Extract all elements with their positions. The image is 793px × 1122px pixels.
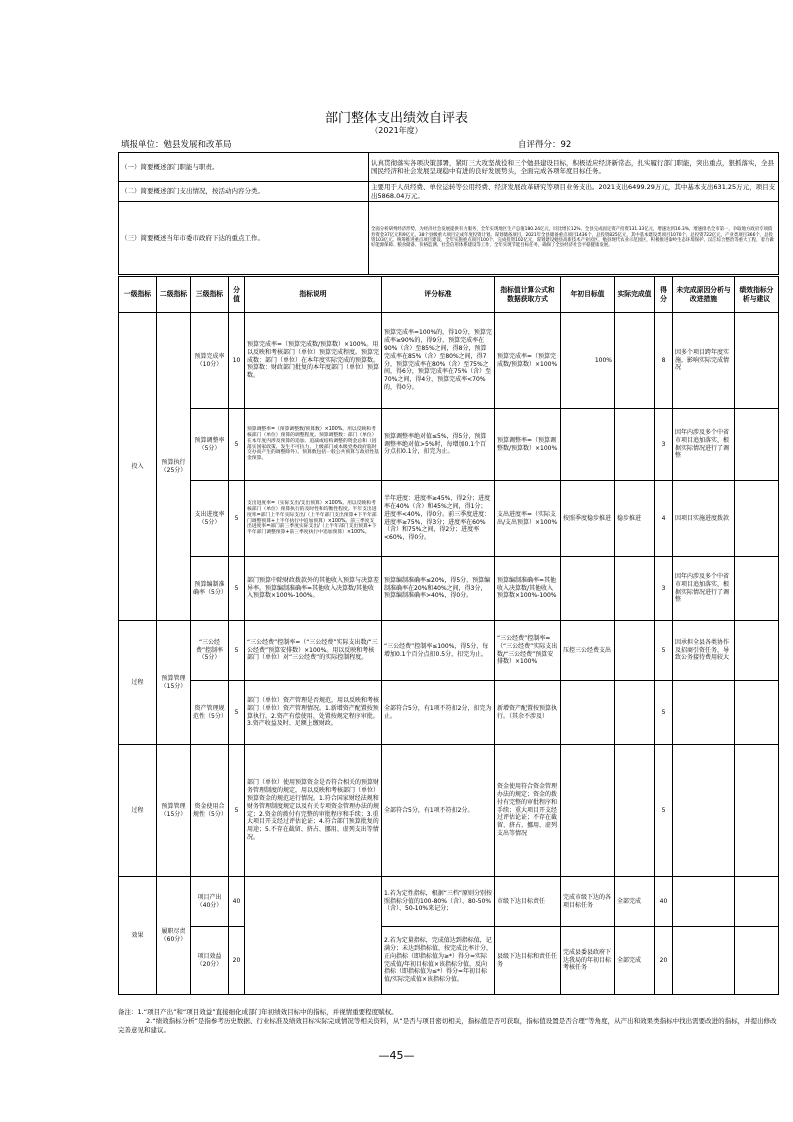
reason-cell: 因年内涉及多个中省市项目追加落实，根据实际情况进行了调整 [673, 557, 735, 621]
desc-cell: 支出进度率=（实际支出/支出预算）×100%。用以反映和考核部门（单位）预算执行的及时性和均衡性程度。半年支出进度率=部门上半年实际支出/（上半年部门支出预算+下半年部门调整预算+上半年执行中追加预算）×100%。前三季度支出进度率=部门前三季度实际支出/（上半年部门支出预算+下半年部门调整预算+前三季度执行中追加预算）×100%。 [245, 481, 382, 557]
table-row [119, 621, 779, 681]
footnote: 备注：1.“项目产出”和“项目效益”直接细化成部门年初绩效目标中的指标，并视情重要程度赋权。 [118, 1008, 398, 1016]
score-cell: 3 [655, 409, 673, 481]
overview-row [119, 202, 779, 275]
formula-cell: 资金使用符合资金管理办法的规定；资金的拨付有完整的审批程序和手续；重大项目开支经过评估论证；不存在截留、挤占、挪用、虚列支出等情况 [495, 745, 561, 877]
weight-cell: 5 [229, 481, 245, 557]
target-cell: 完成县委县政府下达我局的年初目标考核任务 [561, 927, 615, 995]
overview-table [118, 152, 779, 275]
actual-cell [615, 409, 655, 481]
formula-cell: 支出进度率=（实际支出/支出预算）×100% [495, 481, 561, 557]
formula-cell: “三公经费”控制率=（“三公经费”实际支出数/“三公经费”预算安排数）×100% [495, 621, 561, 681]
standard-cell: 全部符合5分，有1项不符扣2分，扣完为止。 [382, 681, 495, 745]
weight-cell: 5 [229, 409, 245, 481]
weight-cell: 40 [229, 877, 245, 927]
level1-cell: 投入 [119, 313, 157, 621]
footnotes [118, 1008, 778, 1034]
desc-cell: 部门（单位）使用预算资金是否符合相关的预算财务管理制度的规定，用以反映和考核部门（单位）预算资金的规范运行情况。1.符合国家财经法规和财务管理制度规定以及有关专项资金管理办法的规定；2.资金的拨付有完整的审批程序和手续；3.重大项目开支经过评估论证；4.符合部门预算批复的用途；5.不存在截留、挤占、挪用、虚列支出等情况。 [245, 745, 382, 877]
actual-cell: 全部完成 [615, 877, 655, 927]
weight-cell: 5 [229, 557, 245, 621]
overview-content: 全面分析研判经济形势，为经济社会发展提供有力服务，全年实现地区生产总值180.24亿元，同比增长12%，全县完成固定资产投资131.33亿元，增速达到16.3%，增速排名全市第一，争取地方政府专项债券资金37亿元和9亿元，38个县级重大项目完成年度投资计划。谋划储备项目，2021年全县储备重点项目1436个，总投资825亿元，其中基本建设类项目1070个，总投资722亿元，产业类项目366个，总投资103亿元。统筹推进重点项目建设，全年实施重点项目100个，完成投资102亿元，谋划建设勉县高新技术产业园区、勉县现代农业示范园区，积极推进秦岭生态环境保护、汉江综合整治等重大工程，着力做好能源保障、粮食储备、价格监测、社会信用体系建设等工作，全年实现节能目标任务，确保了全县经济社会平稳健康发展。 [369, 202, 779, 275]
score-cell: 3 [655, 557, 673, 621]
header-cell: 年初目标值 [561, 277, 615, 313]
actual-cell [615, 621, 655, 681]
formula-cell: 县级下达目标和责任任务 [495, 927, 561, 995]
level3-cell: 资金使用合规性（5分） [191, 745, 229, 877]
level2-cell: 履职尽责（60分） [157, 877, 191, 995]
formula-cell: 预算编制准确率=其他收入决算数/其他收入预算数×100%-100% [495, 557, 561, 621]
level3-cell: 资产管理规范性（5分） [191, 681, 229, 745]
standard-cell: 1.若为定性指标，根据“三档”原则分别按照指标分值的100-80%（含）、80-50%（含）、50-10%来记分； [382, 877, 495, 927]
page-number: —45— [378, 1049, 415, 1062]
score-cell: 40 [655, 877, 673, 927]
reporting-unit: 填报单位：勉县发展和改革局 [121, 140, 232, 150]
level3-cell: 项目效益（20分） [191, 927, 229, 995]
weight-cell: 10 [229, 313, 245, 409]
reason-cell: 因承担全县各类协作及招商引资任务，导致公务接待费用较大 [673, 621, 735, 681]
page-title: 部门整体支出绩效自评表 [324, 111, 468, 126]
reason-cell: 因多个项目跨年度实施，影响实际完成情况 [673, 313, 735, 409]
reason-cell [673, 927, 735, 995]
overview-row [119, 182, 779, 202]
header-cell: 指标说明 [245, 277, 382, 313]
reason-cell: 因年内涉及多个中省市项目追加落实，根据实际情况进行了调整 [673, 409, 735, 481]
header-cell: 评分标准 [382, 277, 495, 313]
overview-label: （三）简要概述当年市委市政府下达的重点工作。 [119, 202, 369, 275]
desc-cell: 部门（单位）资产管理是否规范，用以反映和考核部门（单位）资产管理情况。1.新增资产配置按预算执行。2.资产有偿使用、处置按规定程序审批。3.资产收益及时、足额上缴财政。 [245, 681, 382, 745]
desc-cell: 部门预算中除财政拨款外的其他收入预算与决算差异率。预算编制准确率=其他收入决算数/其他收入预算数×100%-100%。 [245, 557, 382, 621]
weight-cell: 5 [229, 621, 245, 681]
score-cell: 20 [655, 927, 673, 995]
table-row [119, 481, 779, 557]
weight-cell: 5 [229, 681, 245, 745]
desc-cell: 预算完成率=（预算完成数/预算数）×100%。用以反映和考核部门（单位）预算完成程度。预算完成数：部门（单位）在本年度实际完成的预算数。预算数：财政部门批复的本年度部门（单位）预算数。 [245, 313, 382, 409]
overview-label: （一）简要概述部门职能与职责。 [119, 153, 369, 182]
reason-cell [673, 877, 735, 927]
desc-cell: 预算调整率=（预算调整数/预算数）×100%。用以反映和考核部门（单位）预算的调整程度。预算调整数：部门（单位）在本年度内涉及预算的追加、追减或结构调整的资金总和（因落实国家政策、发生不可抗力、上级部门或本级党委政府临时交办而产生的调整除外）。预算数包括一般公共预算与政府性基金预算。 [245, 409, 382, 481]
desc-cell: “三公经费”控制率=（“三公经费”实际支出数/“三公经费”预算安排数）×100%。用以反映和考核部门（单位）对“三公经费”的实际控制程度。 [245, 621, 382, 681]
suggest-cell [735, 877, 779, 927]
target-cell: 完成市级下达的各项目标任务 [561, 877, 615, 927]
suggest-cell [735, 313, 779, 409]
desc-cell [245, 877, 382, 995]
suggest-cell [735, 557, 779, 621]
target-cell: 按照季度稳步推进 [561, 481, 615, 557]
level1-cell: 过程 [119, 621, 157, 745]
header-cell: 得分 [655, 277, 673, 313]
standard-cell: 半年进度：进度率≥45%，得2分；进度率在40%（含）和45%之间，得1分；进度率<40%，得0分。前三季度进度：进度率≥75%，得3分；进度率在60%（含）和75%之间，得2分；进度率<60%，得0分。 [382, 481, 495, 557]
overview-row [119, 153, 779, 182]
target-cell: 压控三公经费支出 [561, 621, 615, 681]
overview-content: 主要用于人员经费、单位运转等公用经费、经济发展改革研究等项目业务支出。2021支出6499.29万元，其中基本支出631.25万元，项目支出5868.04万元。 [369, 182, 779, 202]
standard-cell: 全部符合5分，有1项不符扣2分。 [382, 745, 495, 877]
level1-cell: 过程 [119, 745, 157, 877]
indicator-table [118, 276, 779, 995]
actual-cell [615, 557, 655, 621]
reason-cell [673, 681, 735, 745]
table-row [119, 557, 779, 621]
level3-cell: 支出进度率（5分） [191, 481, 229, 557]
actual-cell [615, 313, 655, 409]
header-cell: 未完成原因分析与改进措施 [673, 277, 735, 313]
level3-cell: 预算编制准确率（5分） [191, 557, 229, 621]
target-cell [561, 409, 615, 481]
header-cell: 三级指标 [191, 277, 229, 313]
formula-cell: 预算完成率=（预算完成数/预算数）×100% [495, 313, 561, 409]
actual-cell: 全部完成 [615, 927, 655, 995]
suggest-cell [735, 681, 779, 745]
table-row [119, 409, 779, 481]
score-cell: 8 [655, 313, 673, 409]
table-row [119, 877, 779, 927]
footnote: 2.“绩效指标分析”是指参考历史数据、行业标准及绩效目标实际完成情况等相关资料，从“是否与项目密切相关，指标值是否可获取，指标值设置是否合理”等角度，从产出和效果类指标中找出需要改进的指标，并提出修改完善意见和建议。 [118, 1016, 777, 1034]
reason-cell [673, 745, 735, 877]
formula-cell: 预算调整率=（预算调整数/预算数）×100% [495, 409, 561, 481]
actual-cell [615, 681, 655, 745]
suggest-cell [735, 481, 779, 557]
level2-cell: 预算管理（15分） [157, 745, 191, 877]
level3-cell: 预算调整率（5分） [191, 409, 229, 481]
overview-content: 认真贯彻落实各项决策部署，紧盯三大攻坚战役和三个勉县建设目标，积极适应经济新常态，扎实履行部门职能，突出重点，狠抓落实，全县国民经济和社会发展呈现稳中有进的良好发展势头，全面完成各项年度目标任务。 [369, 153, 779, 182]
standard-cell: 预算完成率=100%的，得10分，预算完成率≥90%的，得9分，预算完成率在90%（含）至85%之间，得8分，预算完成率在85%（含）至80%之间，得7分，预算完成率在80%（含）至75%之间，得6分，预算完成率在75%（含）至70%之间，得4分，预算完成率<70%的，得0分。 [382, 313, 495, 409]
overview-label: （二）简要概述部门支出情况，按活动内容分类。 [119, 182, 369, 202]
target-cell: 100% [561, 313, 615, 409]
actual-cell: 稳步推进 [615, 481, 655, 557]
score-cell: 5 [655, 745, 673, 877]
level3-cell: “三公经费”控制率（5分） [191, 621, 229, 681]
header-cell: 实际完成值 [615, 277, 655, 313]
level2-cell: 预算管理（15分） [157, 621, 191, 745]
report-year: （2021年度） [370, 126, 423, 135]
level1-cell: 效果 [119, 877, 157, 995]
formula-cell: 新增资产配置按预算执行。（其余不涉及） [495, 681, 561, 745]
formula-cell: 市级下达目标责任 [495, 877, 561, 927]
standard-cell: 预算编制准确率≤20%，得5分，预算编制准确率在20%和40%之间，得3分，预算编制准确率>40%，得0分。 [382, 557, 495, 621]
target-cell [561, 557, 615, 621]
suggest-cell [735, 409, 779, 481]
score-cell: 5 [655, 681, 673, 745]
header-cell: 指标值计算公式和数据获取方式 [495, 277, 561, 313]
suggest-cell [735, 927, 779, 995]
self-score: 自评得分：92 [518, 140, 572, 150]
header-cell: 二级指标 [157, 277, 191, 313]
table-row [119, 681, 779, 745]
header-cell: 分值 [229, 277, 245, 313]
standard-cell: “三公经费”控制率≤100%，得5分，每增加0.1个百分点扣0.5分，扣完为止。 [382, 621, 495, 681]
header-cell: 一级指标 [119, 277, 157, 313]
table-row [119, 745, 779, 877]
table-header-row [119, 277, 779, 313]
weight-cell: 5 [229, 745, 245, 877]
header-cell: 绩效指标分析与建议 [735, 277, 779, 313]
actual-cell [615, 745, 655, 877]
table-row [119, 313, 779, 409]
reason-cell: 因项目实施进度拨款 [673, 481, 735, 557]
level3-cell: 项目产出（40分） [191, 877, 229, 927]
level2-cell: 预算执行（25分） [157, 313, 191, 621]
target-cell [561, 745, 615, 877]
standard-cell: 预算调整率绝对值≤5%，得5分，预算调整率绝对值>5%时，每增加0.1个百分点扣0.1分，扣完为止。 [382, 409, 495, 481]
table-row [119, 927, 779, 995]
target-cell [561, 681, 615, 745]
standard-cell: 2.若为定量指标，完成值达到指标值，记满分；未达到指标值，按完成比率计分，正向指标（即指标值为≥*）得分=实际完成值/年初目标值×该指标分值，反向指标（即指标值为≤*）得分=年初目标值/实际完成值×该指标分值。 [382, 927, 495, 995]
level3-cell: 预算完成率（10分） [191, 313, 229, 409]
score-cell: 4 [655, 481, 673, 557]
suggest-cell [735, 745, 779, 877]
score-cell: 5 [655, 621, 673, 681]
weight-cell: 20 [229, 927, 245, 995]
suggest-cell [735, 621, 779, 681]
